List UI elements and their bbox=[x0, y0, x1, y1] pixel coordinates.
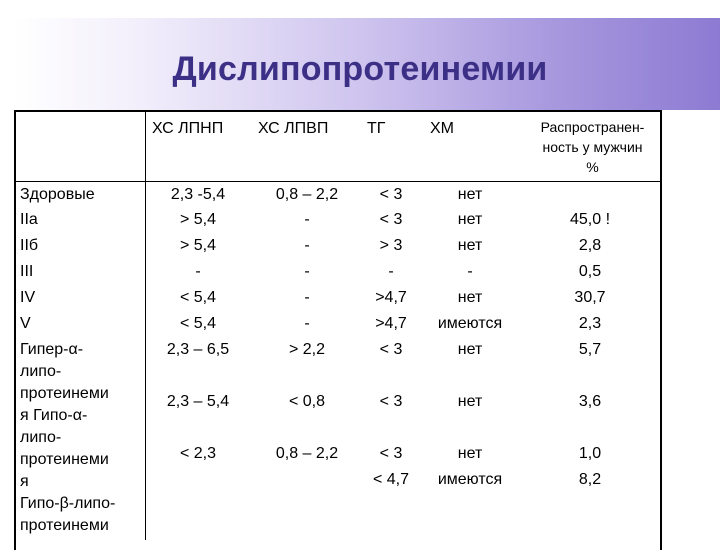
row-label: липо- bbox=[20, 363, 62, 380]
cell-prevalence: 0,5 bbox=[578, 263, 602, 280]
row-label: Гипо-β-липо- bbox=[20, 495, 116, 512]
header-prevalence-1: Распространен- bbox=[540, 119, 645, 135]
cell-hdl: - bbox=[304, 289, 310, 306]
header-xm: ХМ bbox=[430, 120, 454, 137]
header-ldl: ХС ЛПНП bbox=[152, 120, 224, 137]
cell-ldl: < 5,4 bbox=[179, 315, 217, 332]
cell-xm: - bbox=[467, 263, 473, 280]
cell-hdl: - bbox=[304, 263, 310, 280]
row-label: протеинеми bbox=[20, 451, 109, 468]
cell-xm: нет bbox=[457, 289, 483, 306]
cell-hdl: 0,8 – 2,2 bbox=[275, 445, 339, 462]
cell-prevalence: 1,0 bbox=[578, 445, 602, 462]
cell-ldl: < 2,3 bbox=[179, 445, 217, 462]
cell-prevalence: 2,3 bbox=[578, 315, 602, 332]
row-label: я Гипо-α- bbox=[20, 407, 88, 424]
cell-xm: нет bbox=[457, 341, 483, 358]
row-label: IV bbox=[20, 289, 36, 306]
cell-xm: имеются bbox=[437, 315, 503, 332]
cell-hdl: - bbox=[304, 211, 310, 228]
header-tg: ТГ bbox=[367, 120, 386, 137]
cell-hdl: > 2,2 bbox=[288, 341, 326, 358]
cell-tg: - bbox=[388, 263, 394, 280]
cell-tg: < 3 bbox=[379, 186, 403, 203]
cell-tg: < 3 bbox=[379, 341, 403, 358]
cell-xm: нет bbox=[457, 445, 483, 462]
row-label: Гипер-α- bbox=[20, 341, 84, 358]
cell-xm: имеются bbox=[437, 471, 503, 488]
row-label: III bbox=[20, 263, 34, 280]
cell-ldl: 2,3 – 6,5 bbox=[166, 341, 230, 358]
row-label: протеинеми bbox=[20, 517, 109, 534]
header-prevalence-3: % bbox=[586, 159, 599, 175]
cell-prevalence: 30,7 bbox=[574, 289, 606, 306]
cell-ldl: > 5,4 bbox=[179, 237, 217, 254]
cell-prevalence: 3,6 bbox=[578, 393, 602, 410]
cell-hdl: 0,8 – 2,2 bbox=[275, 186, 339, 203]
cell-tg: < 3 bbox=[379, 393, 403, 410]
row-label: протеинеми bbox=[20, 385, 109, 402]
row-label: я bbox=[20, 473, 29, 490]
cell-tg: < 4,7 bbox=[372, 471, 410, 488]
header-hdl: ХС ЛПВП bbox=[258, 120, 329, 137]
row-label: IIб bbox=[20, 237, 39, 254]
cell-xm: нет bbox=[457, 211, 483, 228]
row-label: Здоровые bbox=[20, 186, 95, 203]
cell-hdl: - bbox=[304, 237, 310, 254]
cell-prevalence: 45,0 ! bbox=[569, 211, 611, 228]
cell-prevalence: 2,8 bbox=[578, 237, 602, 254]
row-label: IIа bbox=[20, 211, 38, 228]
cell-ldl: - bbox=[195, 263, 201, 280]
cell-tg: < 3 bbox=[379, 445, 403, 462]
header-prevalence-2: ность у мужчин bbox=[542, 139, 643, 155]
cell-ldl: < 5,4 bbox=[179, 289, 217, 306]
cell-ldl: 2,3 -5,4 bbox=[170, 186, 226, 203]
row-label: липо- bbox=[20, 429, 62, 446]
cell-tg: < 3 bbox=[379, 211, 403, 228]
cell-xm: нет bbox=[457, 237, 483, 254]
cell-xm: нет bbox=[457, 186, 483, 203]
cell-hdl: - bbox=[304, 315, 310, 332]
label-column-divider bbox=[145, 110, 146, 540]
page-title: Дислипопротеинемии bbox=[172, 50, 548, 88]
cell-xm: нет bbox=[457, 393, 483, 410]
cell-tg: >4,7 bbox=[375, 289, 407, 306]
row-label: V bbox=[20, 315, 31, 332]
cell-prevalence: 8,2 bbox=[578, 471, 602, 488]
cell-prevalence: 5,7 bbox=[578, 341, 602, 358]
cell-tg: > 3 bbox=[379, 237, 403, 254]
cell-ldl: > 5,4 bbox=[179, 211, 217, 228]
cell-tg: >4,7 bbox=[375, 315, 407, 332]
cell-hdl: < 0,8 bbox=[288, 393, 326, 410]
cell-ldl: 2,3 – 5,4 bbox=[166, 393, 230, 410]
